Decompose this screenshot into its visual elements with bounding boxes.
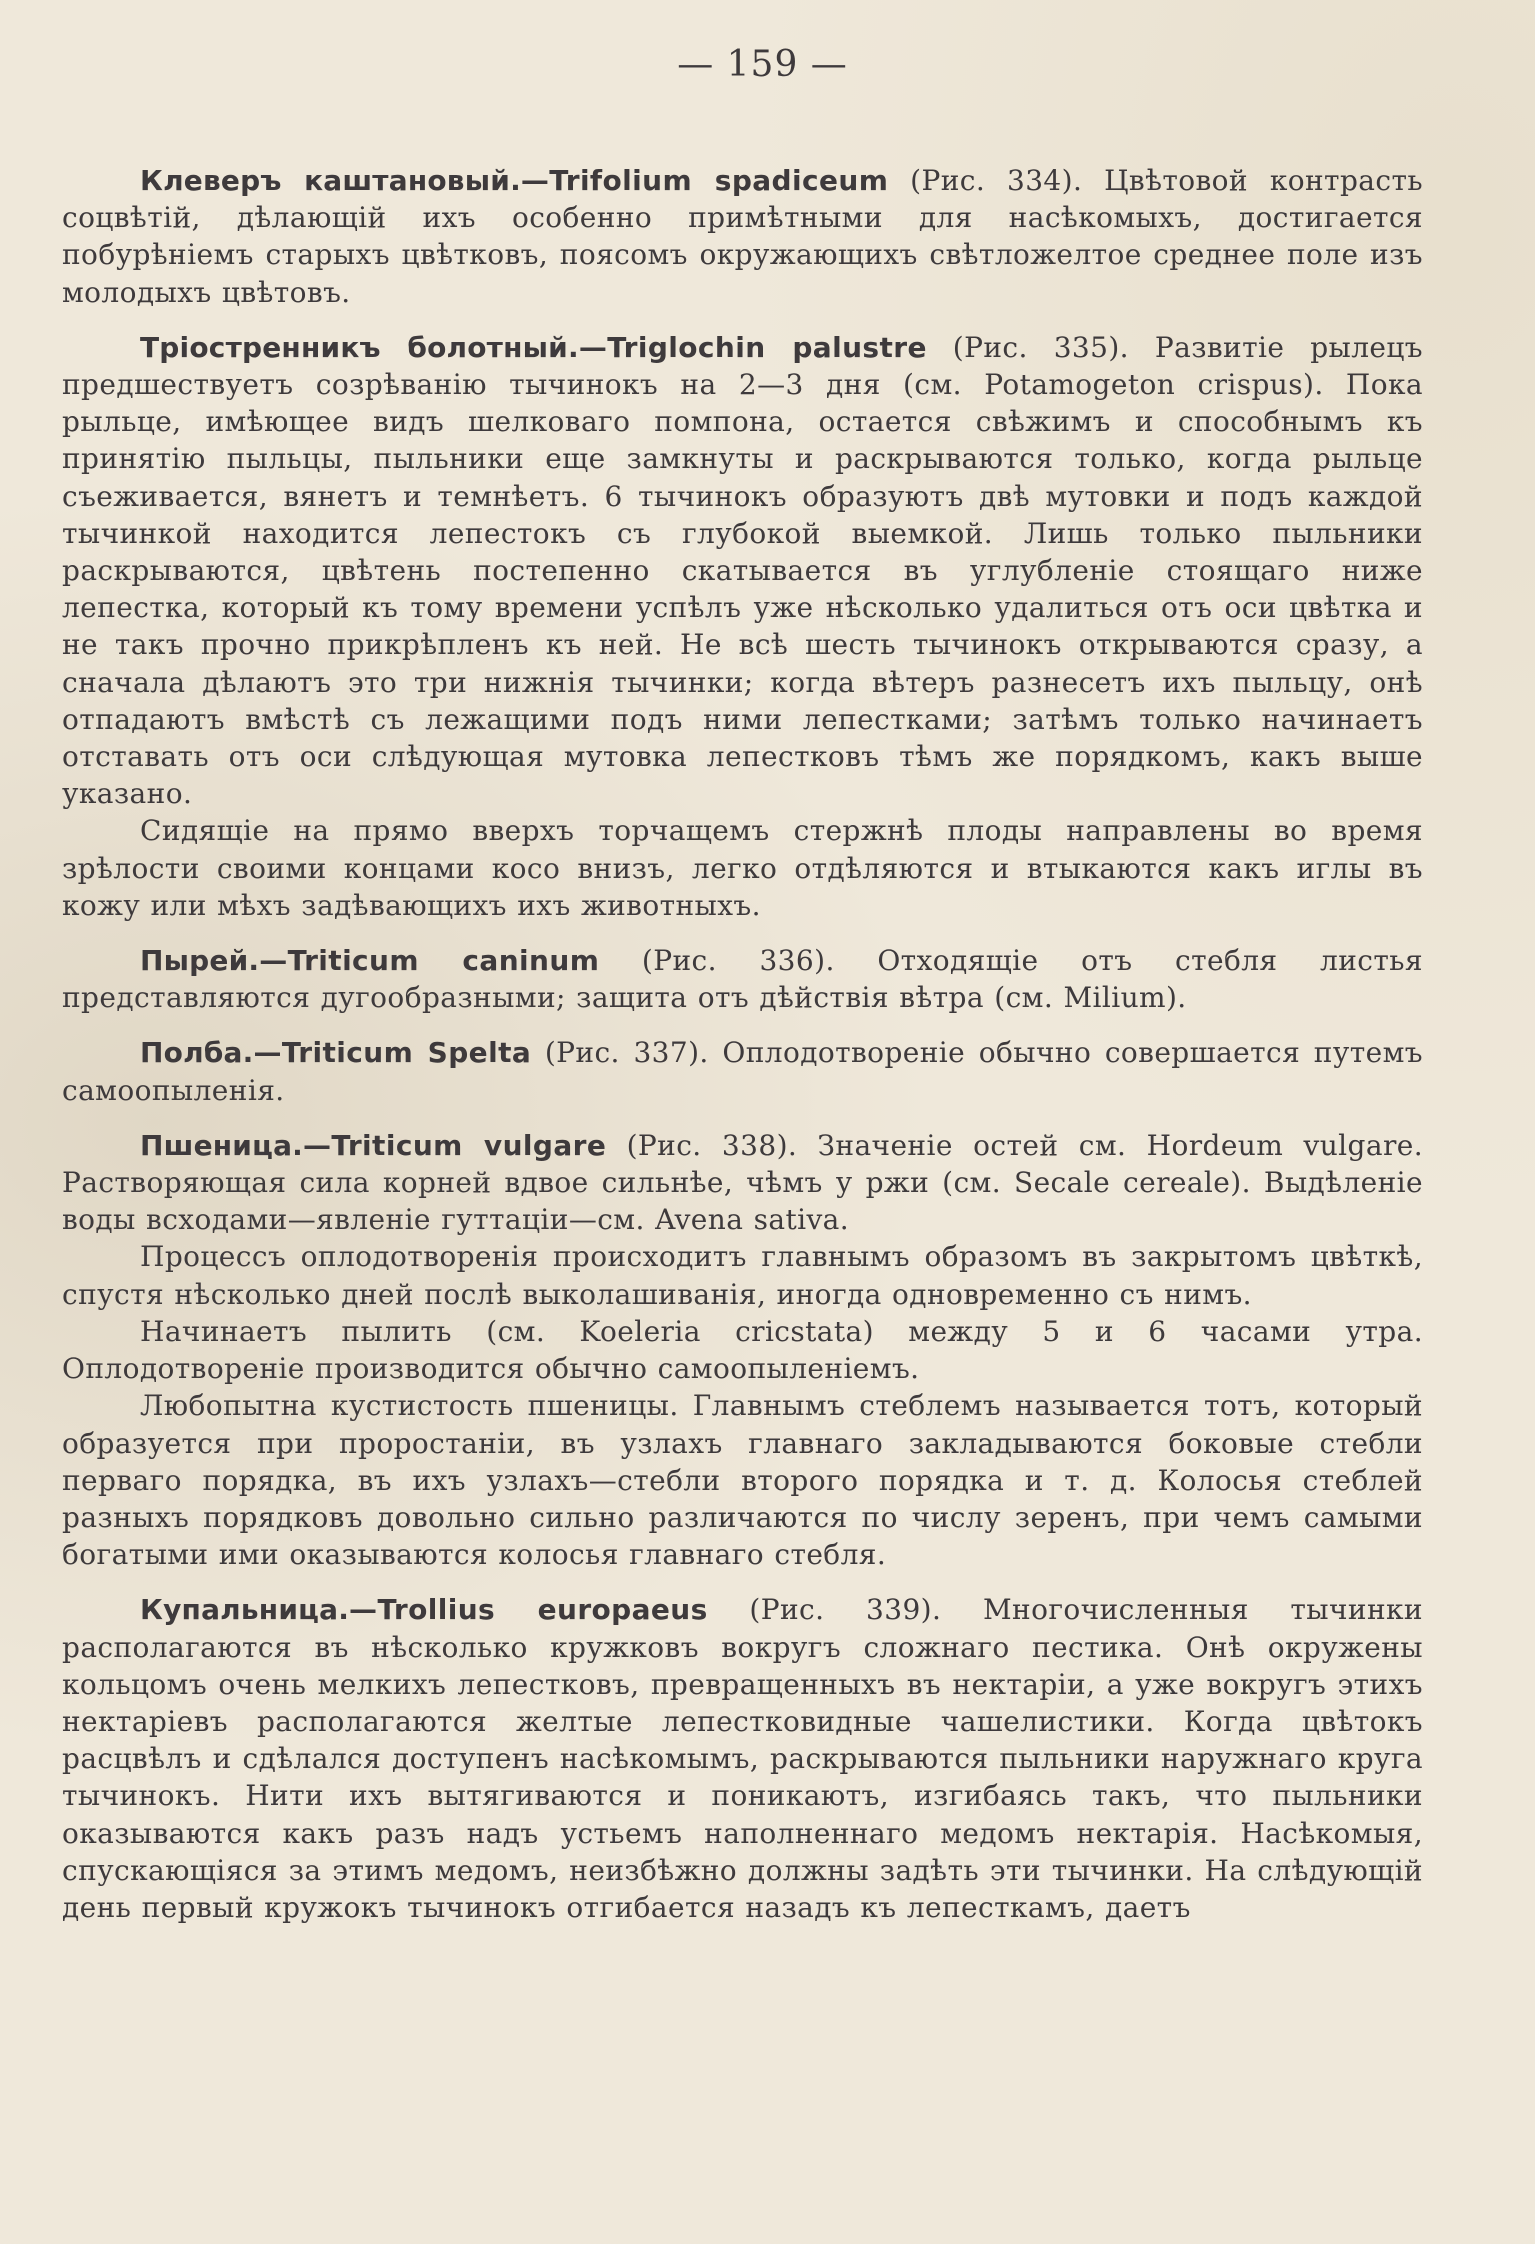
entry-latin-name: —Triticum caninum	[259, 944, 600, 978]
entry-heading: Пырей.	[140, 944, 260, 978]
entry-paragraph	[62, 1591, 1423, 1926]
entry-heading: Полба.	[140, 1036, 254, 1070]
entry-paragraph	[62, 1034, 1423, 1108]
entry-heading: Тріостренникъ болотный.	[140, 330, 579, 364]
entry-paragraph	[62, 1127, 1423, 1239]
entry-heading: Купальница.	[140, 1593, 350, 1627]
entry-heading: Пшеница.	[140, 1128, 304, 1162]
entry-heading: Клеверъ каштановый.	[140, 164, 521, 197]
entry-paragraph: Сидящіе на прямо вверхъ торчащемъ стержнѣ плоды направлены во время зрѣлости своими концами косо внизъ, легко отдѣляются и втыкаются какъ иглы въ кожу или мѣхъ задѣвающихъ ихъ животныхъ.	[62, 814, 1423, 922]
entry-text: (Рис. 338). Значеніе остей см. Hordeum vulgare. Растворяющая сила корней вдвое сильнѣе, чѣмъ у ржи (см. Secale cereale). Выдѣленіе воды всходами—явленіе гуттаціи—см. Avena sativa.	[62, 1128, 1423, 1237]
entry-text: (Рис. 337). Оплодотвореніе обычно совершается путемъ самоопыленія.	[62, 1036, 1423, 1107]
page-number: — 159 —	[677, 44, 848, 85]
entry-paragraph: Любопытна кустистость пшеницы. Главнымъ стеблемъ называется тотъ, который образуется при проростаніи, въ узлахъ главнаго закладываются боковые стебли перваго порядка, въ ихъ узлахъ—стебли второго порядка и т. д. Колосья стеблей разныхъ порядковъ довольно сильно различаются по числу зеренъ, при чемъ самыми богатыми ими оказываются колосья главнаго стебля.	[62, 1389, 1423, 1572]
entry-latin-name: —Triticum Spelta	[253, 1036, 532, 1070]
entry-trifolium-spadiceum	[62, 162, 1423, 311]
entry-text: (Рис. 339). Многочисленныя тычинки располагаются въ нѣсколько кружковъ вокругъ сложнаго пестика. Онѣ окружены кольцомъ очень мелкихъ лепестковъ, превращенныхъ въ нектаріи, а уже вокругъ этихъ нектаріевъ располагаются желтые лепестковидные чашелистики. Когда цвѣтокъ расцвѣлъ и сдѣлался доступенъ насѣкомымъ, раскрываются пыльники наружнаго круга тычинокъ. Нити ихъ вытягиваются и поникаютъ, изгибаясь такъ, что пыльники оказываются какъ разъ надъ устьемъ наполненнаго медомъ нектарія. Насѣкомыя, спускающіяся за этимъ медомъ, неизбѣжно должны задѣть эти тычинки. На слѣдующій день первый кружокъ тычинокъ отгибается назадъ къ лепесткамъ, даетъ	[62, 1593, 1423, 1924]
entry-text: (Рис. 336). Отходящіе отъ стебля листья представляются дугообразными; защита отъ дѣйствія вѣтра (см. Milium).	[62, 944, 1423, 1015]
entry-triticum-vulgare	[62, 1127, 1423, 1573]
entry-paragraph	[62, 162, 1423, 311]
entry-text: (Рис. 334). Цвѣтовой контрасть соцвѣтій, дѣлающій ихъ особенно примѣтными для насѣкомыхъ, достигается побурѣніемъ старыхъ цвѣтковъ, поясомъ окружающихъ свѣтложелтое среднее поле изъ молодыхъ цвѣтовъ.	[62, 164, 1423, 309]
entry-triglochin-palustre	[62, 329, 1423, 924]
entry-paragraph: Процессъ оплодотворенія происходитъ главнымъ образомъ въ закрытомъ цвѣткѣ, спустя нѣсколько дней послѣ выколашиванія, иногда одновременно съ нимъ.	[62, 1240, 1423, 1311]
entry-latin-name: —Triticum vulgare	[303, 1128, 607, 1162]
entry-trollius-europaeus	[62, 1591, 1423, 1926]
entry-triticum-caninum	[62, 942, 1423, 1016]
entry-paragraph	[62, 329, 1423, 813]
entry-paragraph: Начинаетъ пылить (см. Koeleria cricstata) между 5 и 6 часами утра. Оплодотвореніе производится обычно самоопыленіемъ.	[62, 1314, 1423, 1386]
entry-paragraph	[62, 942, 1423, 1016]
entry-latin-name: —Triglochin palustre	[578, 330, 927, 364]
entry-latin-name: —Trollius europaeus	[349, 1593, 708, 1627]
entry-triticum-spelta	[62, 1034, 1423, 1108]
entry-latin-name: —Trifolium spadiceum	[520, 164, 889, 197]
entry-text: (Рис. 335). Развитіе рылецъ предшествуетъ созрѣванію тычинокъ на 2—3 дня (см. Potamogeton crispus). Пока рыльце, имѣющее видъ шелковаго помпона, остается свѣжимъ и способнымъ къ принятію пыльцы, пыльники еще замкнуты и раскрываются только, когда рыльце съеживается, вянетъ и темнѣетъ. 6 тычинокъ образуютъ двѣ мутовки и подъ каждой тычинкой находится лепестокъ съ глубокой выемкой. Лишь только пыльники раскрываются, цвѣтень постепенно скатывается въ углубленіе стоящаго ниже лепестка, который къ тому времени успѣлъ уже нѣсколько удалиться отъ оси цвѣтка и не такъ прочно прикрѣпленъ къ ней. Не всѣ шесть тычинокъ открываются сразу, а сначала дѣлаютъ это три нижнія тычинки; когда вѣтеръ разнесетъ ихъ пыльцу, онѣ отпадаютъ вмѣстѣ съ лежащими подъ ними лепестками; затѣмъ только начинаетъ отставать отъ оси слѣдующая мутовка лепестковъ тѣмъ же порядкомъ, какъ выше указано.	[62, 330, 1423, 811]
